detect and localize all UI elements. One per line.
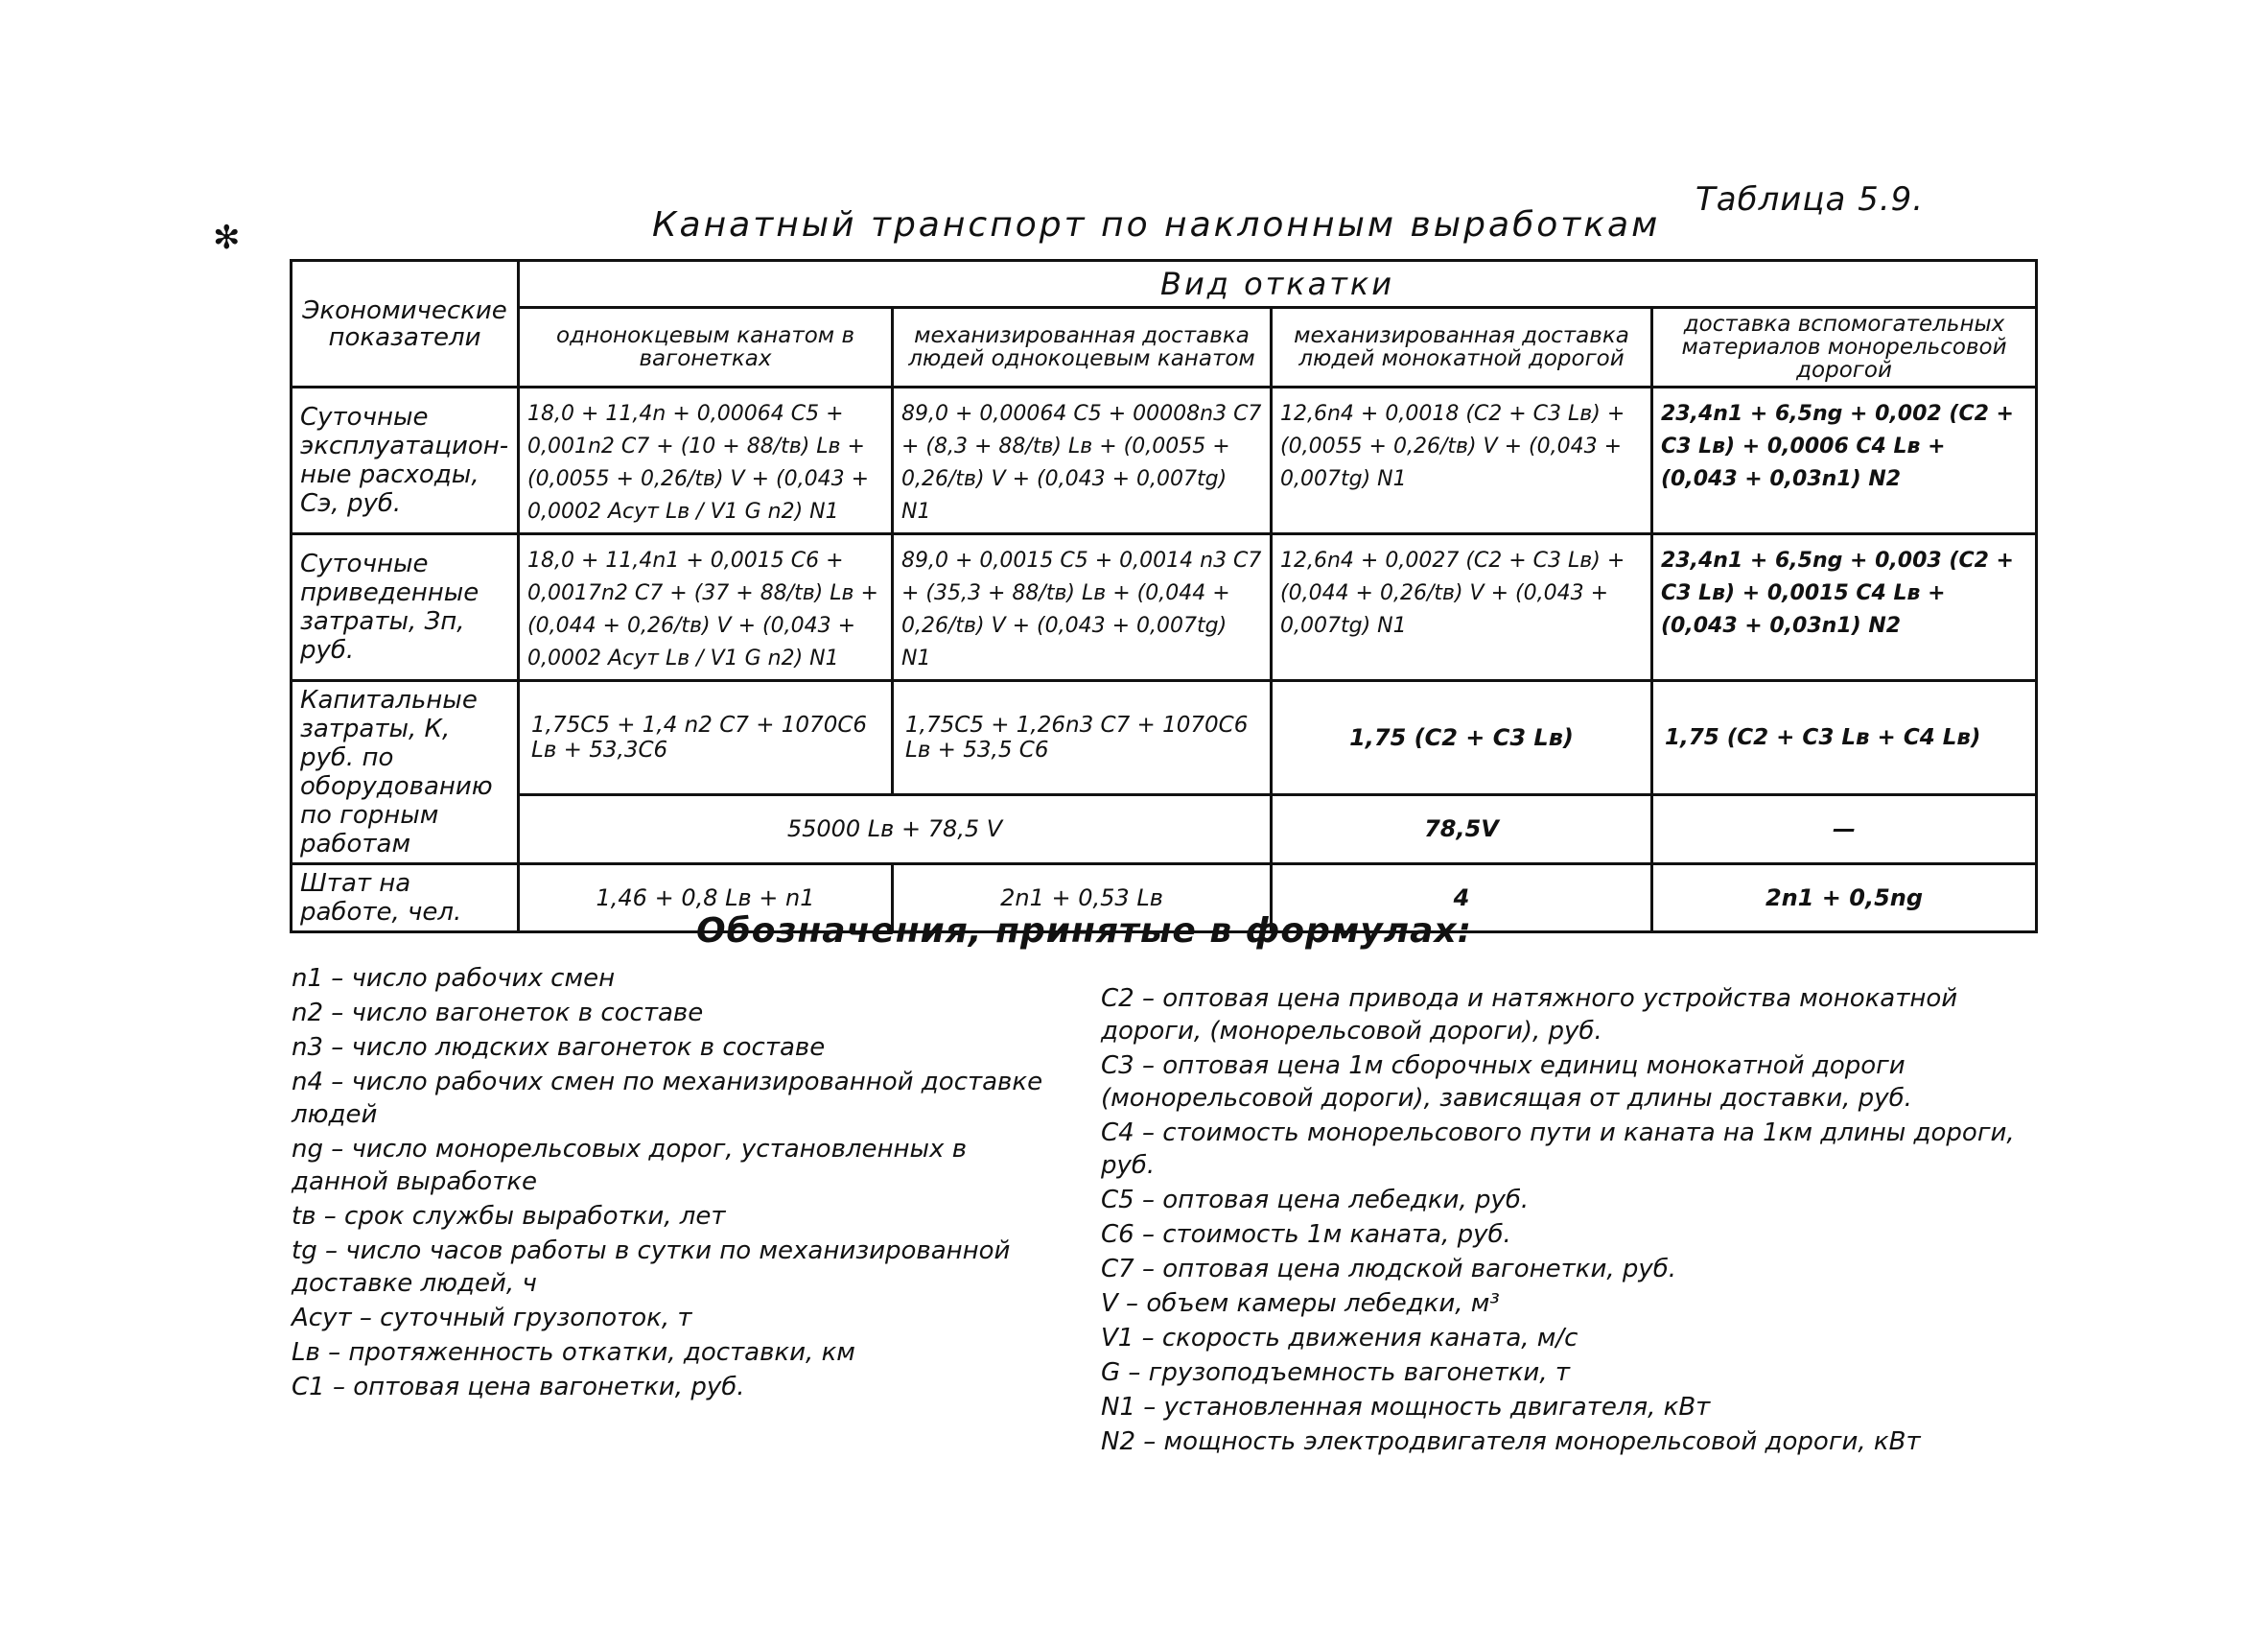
header-col-3: механизированная доставка людей монокатной дорогой: [1272, 308, 1652, 388]
cell-staff-3: 4: [1272, 864, 1652, 932]
cell-capital-mining-3: 78,5V: [1272, 794, 1652, 863]
legend-item: C3 – оптовая цена 1м сборочных единиц монокатной дороги (монорельсовой дороги), зависящая от длины доставки, руб.: [1101, 1051, 1912, 1113]
legend-item: tв – срок службы выработки, лет: [292, 1202, 726, 1231]
table-number: Таблица 5.9.: [1695, 180, 1925, 219]
legend-item: n1 – число рабочих смен: [292, 964, 616, 993]
cell-capital-equipment-1: 1,75C5 + 1,4 n2 C7 + 1070C6 Lв + 53,3C6: [519, 681, 893, 795]
legend-item: C1 – оптовая цена вагонетки, руб.: [292, 1373, 745, 1401]
cell-staff-4: 2n1 + 0,5ng: [1652, 864, 2037, 932]
legend-item: N2 – мощность электродвигателя монорельсовой дороги, кВт: [1101, 1427, 1921, 1456]
legend-item: C7 – оптовая цена людской вагонетки, руб.: [1101, 1255, 1677, 1283]
cell-capital-mining-joint: 55000 Lв + 78,5 V: [519, 794, 1272, 863]
header-col-2: механизированная доставка людей однокоцевым канатом: [893, 308, 1272, 388]
cell-reduced-2: 89,0 + 0,0015 C5 + 0,0014 n3 C7 + (35,3 + 88/tв) Lв + (0,044 + 0,26/tв) V + (0,043 + 0,007tg) N1: [893, 534, 1272, 681]
legend-item: G – грузоподъемность вагонетки, т: [1101, 1358, 1570, 1387]
legend-left-column: [292, 962, 1049, 1405]
legend-item: n4 – число рабочих смен по механизированной доставке людей: [292, 1068, 1043, 1129]
header-indicator: Экономические показатели: [292, 261, 519, 388]
page-title: Канатный транспорт по наклонным выработкам: [652, 205, 1661, 245]
cell-capital-equipment-4: 1,75 (C2 + C3 Lв + C4 Lв): [1652, 681, 2037, 795]
cell-reduced-4: 23,4n1 + 6,5ng + 0,003 (C2 + C3 Lв) + 0,0015 C4 Lв + (0,043 + 0,03n1) N2: [1652, 534, 2037, 681]
transport-table: [290, 259, 2038, 933]
legend-item: Aсут – суточный грузопоток, т: [292, 1304, 692, 1332]
cell-staff-2: 2n1 + 0,53 Lв: [893, 864, 1272, 932]
cell-capital-equipment-3: 1,75 (C2 + C3 Lв): [1272, 681, 1652, 795]
cell-capital-equipment-2: 1,75C5 + 1,26n3 C7 + 1070C6 Lв + 53,5 C6: [893, 681, 1272, 795]
cell-staff-1: 1,46 + 0,8 Lв + n1: [519, 864, 893, 932]
legend-item: tg – число часов работы в сутки по механизированной доставке людей, ч: [292, 1236, 1011, 1298]
legend-item: Lв – протяженность откатки, доставки, км: [292, 1338, 855, 1367]
legend-item: n3 – число людских вагонеток в составе: [292, 1033, 826, 1062]
cell-capital-mining-4: —: [1652, 794, 2037, 863]
legend-item: C6 – стоимость 1м каната, руб.: [1101, 1220, 1511, 1249]
row-label-capital: Капитальные затраты, К, руб. по оборудованию по горным работам: [292, 681, 519, 864]
legend-title: Обозначения, принятые в формулах:: [696, 911, 1473, 951]
corner-mark: ✻: [213, 219, 241, 257]
legend-item: C2 – оптовая цена привода и натяжного устройства монокатной дороги, (монорельсовой дороги), руб.: [1101, 984, 1958, 1046]
legend-item: n2 – число вагонеток в составе: [292, 999, 704, 1027]
legend-item: N1 – установленная мощность двигателя, кВт: [1101, 1393, 1711, 1422]
legend-item: C5 – оптовая цена лебедки, руб.: [1101, 1186, 1530, 1214]
cell-operating-4: 23,4n1 + 6,5ng + 0,002 (C2 + C3 Lв) + 0,0006 C4 Lв + (0,043 + 0,03n1) N2: [1652, 388, 2037, 534]
header-col-1: однонокцевым канатом в вагонетках: [519, 308, 893, 388]
legend-right-column: [1101, 982, 2060, 1460]
legend-item: ng – число монорельсовых дорог, установленных в данной выработке: [292, 1135, 968, 1196]
row-label-reduced: Суточные приведенные затраты, Зп, руб.: [292, 534, 519, 681]
row-label-staff: Штат на работе, чел.: [292, 864, 519, 932]
legend-item: V1 – скорость движения каната, м/с: [1101, 1324, 1578, 1353]
header-group: Вид откатки: [519, 261, 2037, 308]
legend-item: C4 – стоимость монорельсового пути и каната на 1км длины дороги, руб.: [1101, 1118, 2015, 1180]
cell-operating-2: 89,0 + 0,00064 C5 + 00008n3 C7 + (8,3 + 88/tв) Lв + (0,0055 + 0,26/tв) V + (0,043 + 0,007tg) N1: [893, 388, 1272, 534]
legend-item: V – объем камеры лебедки, м³: [1101, 1289, 1500, 1318]
row-label-operating: Суточные эксплуатацион-ные расходы, Cэ, руб.: [292, 388, 519, 534]
cell-reduced-3: 12,6n4 + 0,0027 (C2 + C3 Lв) + (0,044 + 0,26/tв) V + (0,043 + 0,007tg) N1: [1272, 534, 1652, 681]
cell-operating-1: 18,0 + 11,4n + 0,00064 C5 + 0,001n2 C7 + (10 + 88/tв) Lв + (0,0055 + 0,26/tв) V + (0,043 + 0,0002 Aсут Lв / V1 G n2) N1: [519, 388, 893, 534]
header-col-4: доставка вспомогательных материалов монорельсовой дорогой: [1652, 308, 2037, 388]
cell-reduced-1: 18,0 + 11,4n1 + 0,0015 C6 + 0,0017n2 C7 + (37 + 88/tв) Lв + (0,044 + 0,26/tв) V + (0,043 + 0,0002 Aсут Lв / V1 G n2) N1: [519, 534, 893, 681]
cell-operating-3: 12,6n4 + 0,0018 (C2 + C3 Lв) + (0,0055 + 0,26/tв) V + (0,043 + 0,007tg) N1: [1272, 388, 1652, 534]
